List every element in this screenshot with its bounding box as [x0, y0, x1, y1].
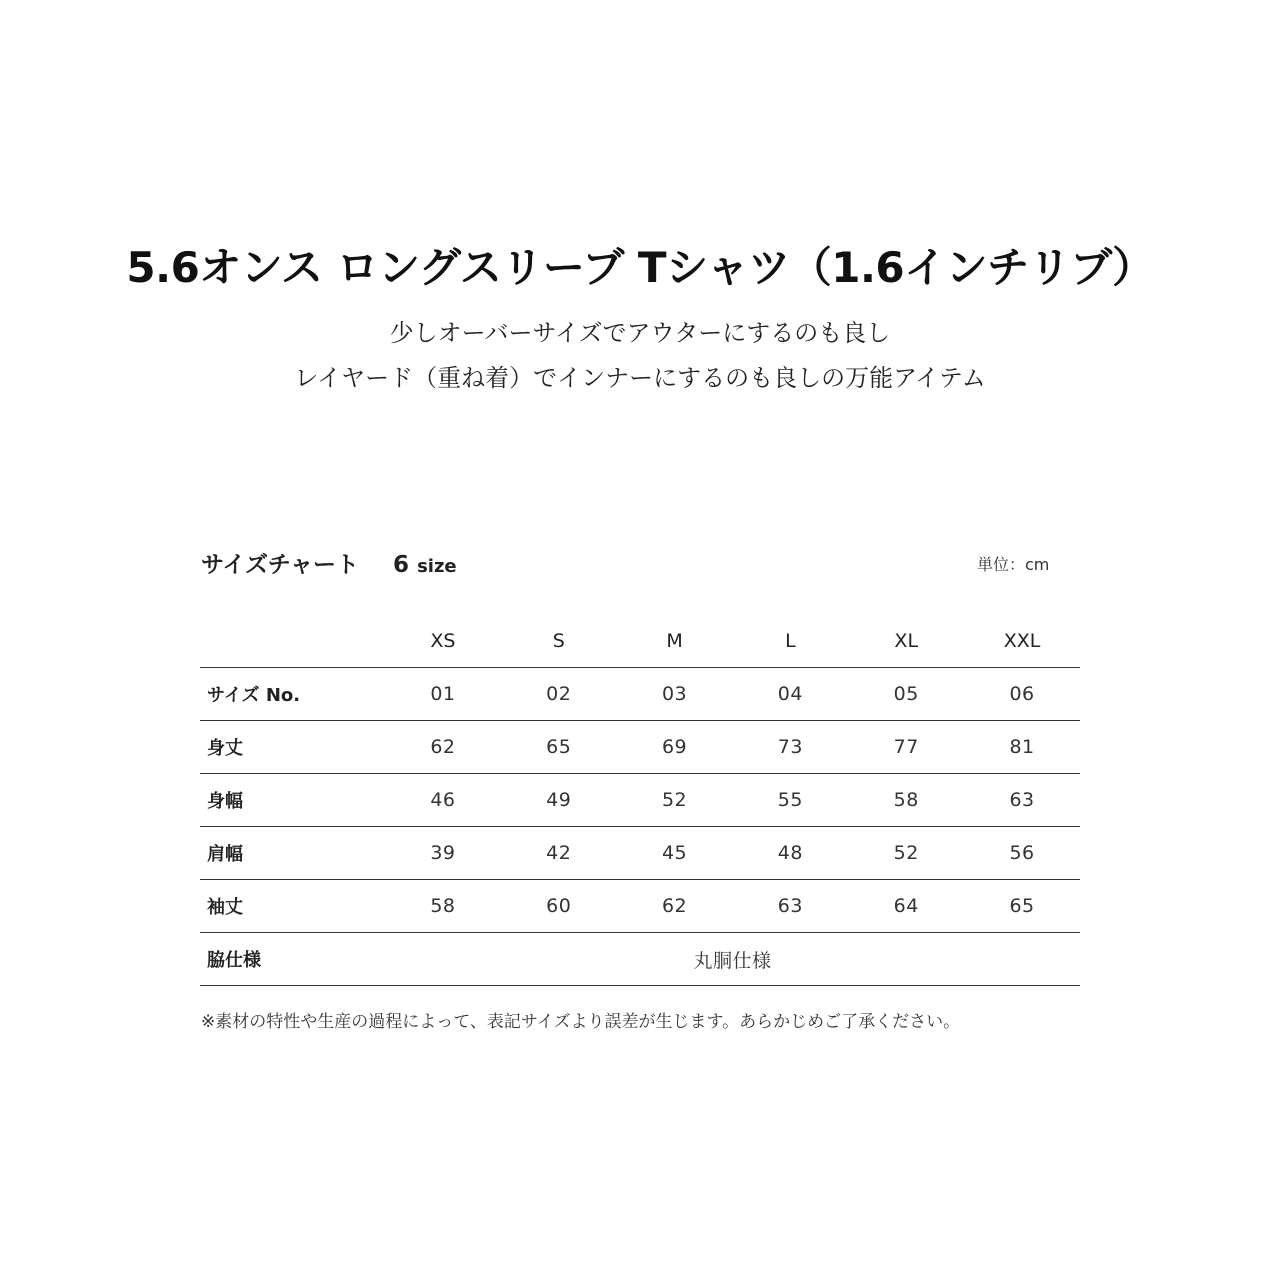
table-row-sleeve-length: [200, 880, 1080, 933]
table-cell: 52: [617, 774, 733, 827]
size-header-row: [200, 614, 1080, 668]
table-cell: 52: [848, 827, 964, 880]
table-cell: 63: [732, 880, 848, 933]
table-cell: 65: [501, 721, 617, 774]
row-label: 肩幅: [200, 827, 385, 880]
table-row-size-number: [200, 668, 1080, 721]
table-cell: 55: [732, 774, 848, 827]
table-row-body-length: [200, 721, 1080, 774]
table-cell: 81: [964, 721, 1080, 774]
table-cell: 60: [501, 880, 617, 933]
table-cell: 69: [617, 721, 733, 774]
table-cell: 02: [501, 668, 617, 721]
table-cell: 03: [617, 668, 733, 721]
size-table: [200, 614, 1080, 986]
size-chart-heading-label: サイズチャート: [201, 552, 360, 578]
row-label: 脇仕様: [200, 933, 385, 986]
size-header-xs: XS: [385, 614, 501, 668]
size-header-m: M: [617, 614, 733, 668]
header-blank-cell: [200, 614, 385, 668]
table-cell: 48: [732, 827, 848, 880]
table-cell: 42: [501, 827, 617, 880]
table-cell: 01: [385, 668, 501, 721]
table-cell: 62: [385, 721, 501, 774]
size-header-l: L: [732, 614, 848, 668]
size-word: size: [417, 556, 457, 577]
row-label: 身丈: [200, 721, 385, 774]
size-header-s: S: [501, 614, 617, 668]
table-cell: 65: [964, 880, 1080, 933]
size-header-xl: XL: [848, 614, 964, 668]
unit-label: 単位：cm: [977, 555, 1050, 574]
size-count: 6: [393, 552, 410, 578]
table-cell: 39: [385, 827, 501, 880]
table-cell: 77: [848, 721, 964, 774]
table-cell: 58: [385, 880, 501, 933]
page-title: 5.6オンス ロングスリーブ Tシャツ（1.6インチリブ）: [126, 243, 1154, 292]
table-cell: 58: [848, 774, 964, 827]
row-label: サイズ No.: [200, 668, 385, 721]
table-cell: 73: [732, 721, 848, 774]
table-cell: 46: [385, 774, 501, 827]
table-cell: 62: [617, 880, 733, 933]
table-cell: 64: [848, 880, 964, 933]
table-cell: 45: [617, 827, 733, 880]
table-row-body-width: [200, 774, 1080, 827]
table-row-shoulder-width: [200, 827, 1080, 880]
size-chart-heading: [201, 548, 457, 584]
size-note: ※素材の特性や生産の過程によって、表記サイズより誤差が生じます。あらかじめご了承ください。: [201, 1012, 961, 1032]
table-cell: 04: [732, 668, 848, 721]
table-cell: 63: [964, 774, 1080, 827]
table-cell: 49: [501, 774, 617, 827]
subtitle-line-2: レイヤード（重ね着）でインナーにするのも良しの万能アイテム: [294, 364, 986, 392]
table-cell: 56: [964, 827, 1080, 880]
table-cell: 05: [848, 668, 964, 721]
table-cell: 06: [964, 668, 1080, 721]
table-row-side-spec: [200, 933, 1080, 986]
row-label: 袖丈: [200, 880, 385, 933]
side-spec-value: 丸胴仕様: [385, 933, 1080, 986]
size-header-xxl: XXL: [964, 614, 1080, 668]
row-label: 身幅: [200, 774, 385, 827]
subtitle-line-1: 少しオーバーサイズでアウターにするのも良し: [389, 319, 891, 347]
